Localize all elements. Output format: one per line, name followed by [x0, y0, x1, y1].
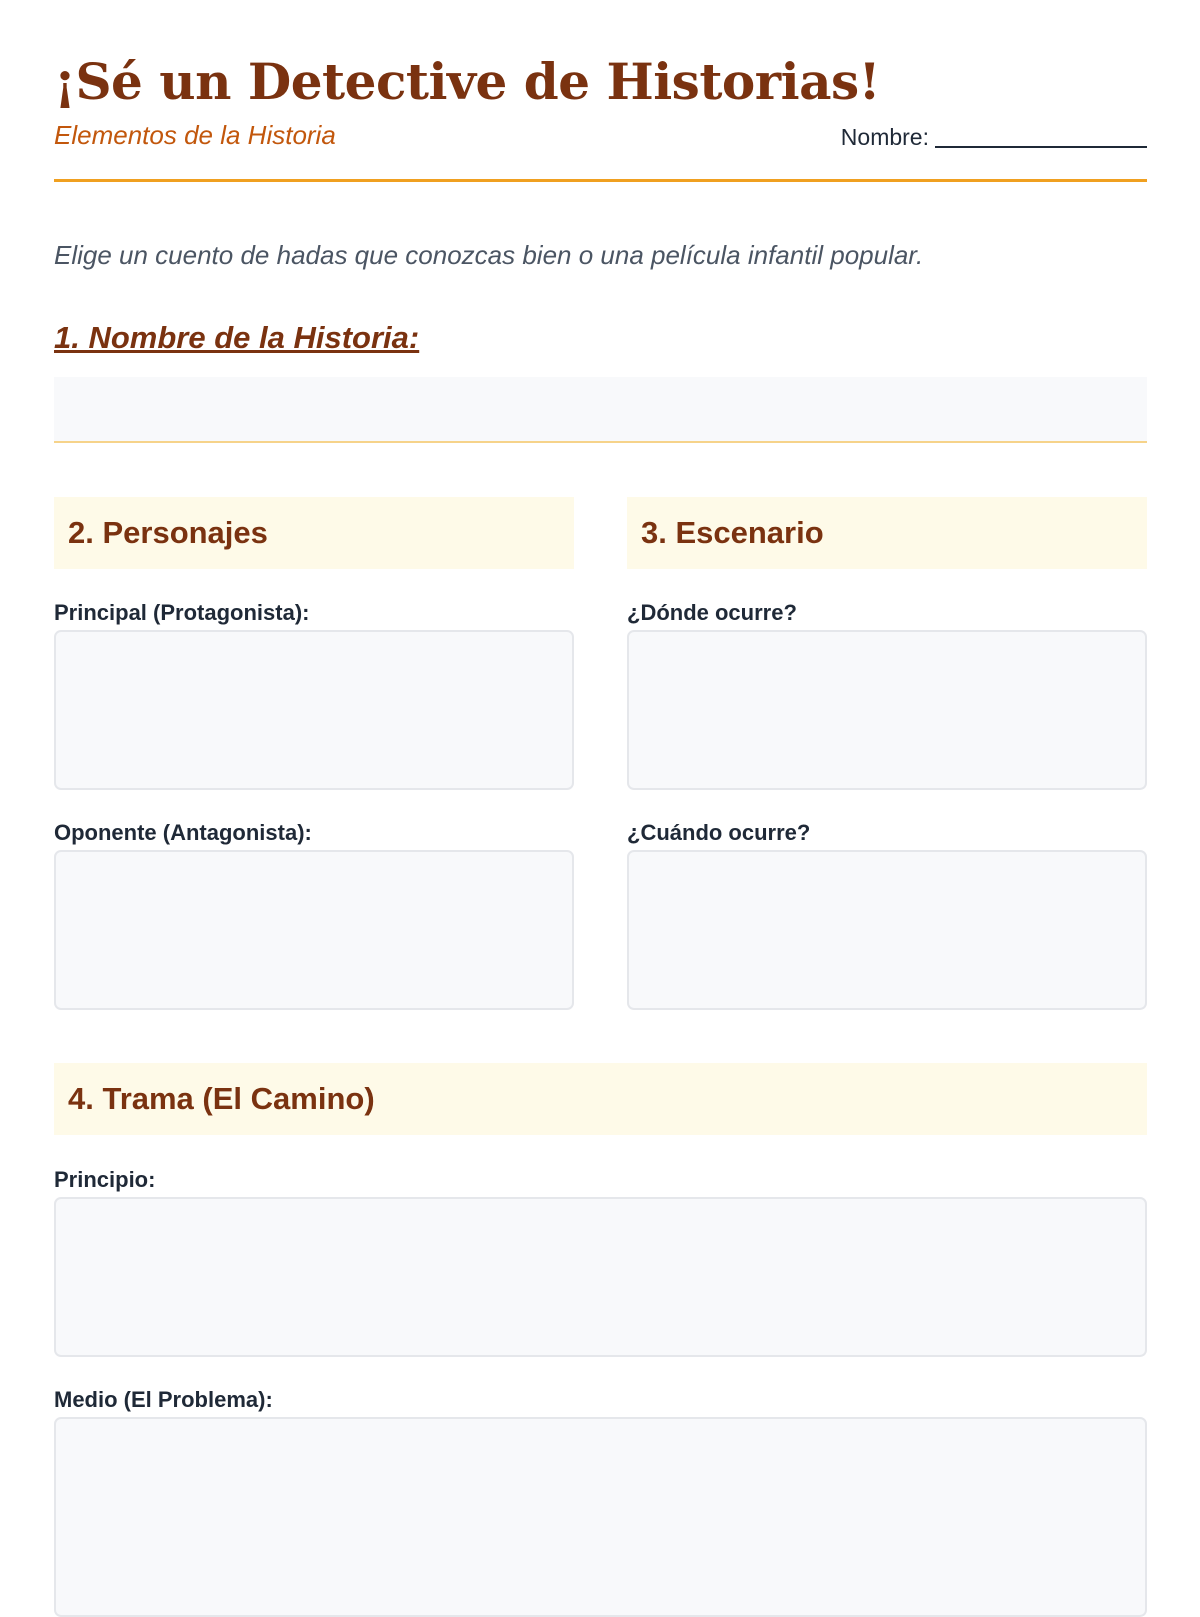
plot-beginning-input[interactable]	[54, 1197, 1147, 1357]
worksheet-header	[54, 0, 1147, 182]
protagonist-label: Principal (Protagonista):	[54, 600, 310, 625]
protagonist-input[interactable]	[54, 630, 574, 790]
plot-heading: 4. Trama (El Camino)	[54, 1063, 1147, 1135]
antagonist-input[interactable]	[54, 850, 574, 1010]
instructions-text: Elige un cuento de hadas que conozcas bien o una película infantil popular.	[54, 240, 924, 270]
page-title: ¡Sé un Detective de Historias!	[54, 52, 881, 111]
setting-heading: 3. Escenario	[627, 497, 1147, 569]
worksheet-page	[54, 0, 1147, 1412]
setting-when-input[interactable]	[627, 850, 1147, 1010]
plot-middle-label: Medio (El Problema):	[54, 1387, 273, 1412]
setting-when-label: ¿Cuándo ocurre?	[627, 820, 811, 845]
name-field[interactable]	[841, 124, 1147, 151]
story-name-input[interactable]	[54, 377, 1147, 443]
page-subtitle: Elementos de la Historia	[54, 120, 336, 150]
name-blank-line[interactable]	[935, 128, 1147, 148]
name-label: Nombre:	[840, 124, 929, 150]
characters-heading: 2. Personajes	[54, 497, 574, 569]
plot-middle-input[interactable]	[54, 1417, 1147, 1617]
setting-where-label: ¿Dónde ocurre?	[627, 600, 797, 625]
setting-where-input[interactable]	[627, 630, 1147, 790]
plot-beginning-label: Principio:	[54, 1167, 156, 1192]
story-name-heading: 1. Nombre de la Historia:	[54, 320, 420, 355]
antagonist-label: Oponente (Antagonista):	[54, 820, 312, 845]
